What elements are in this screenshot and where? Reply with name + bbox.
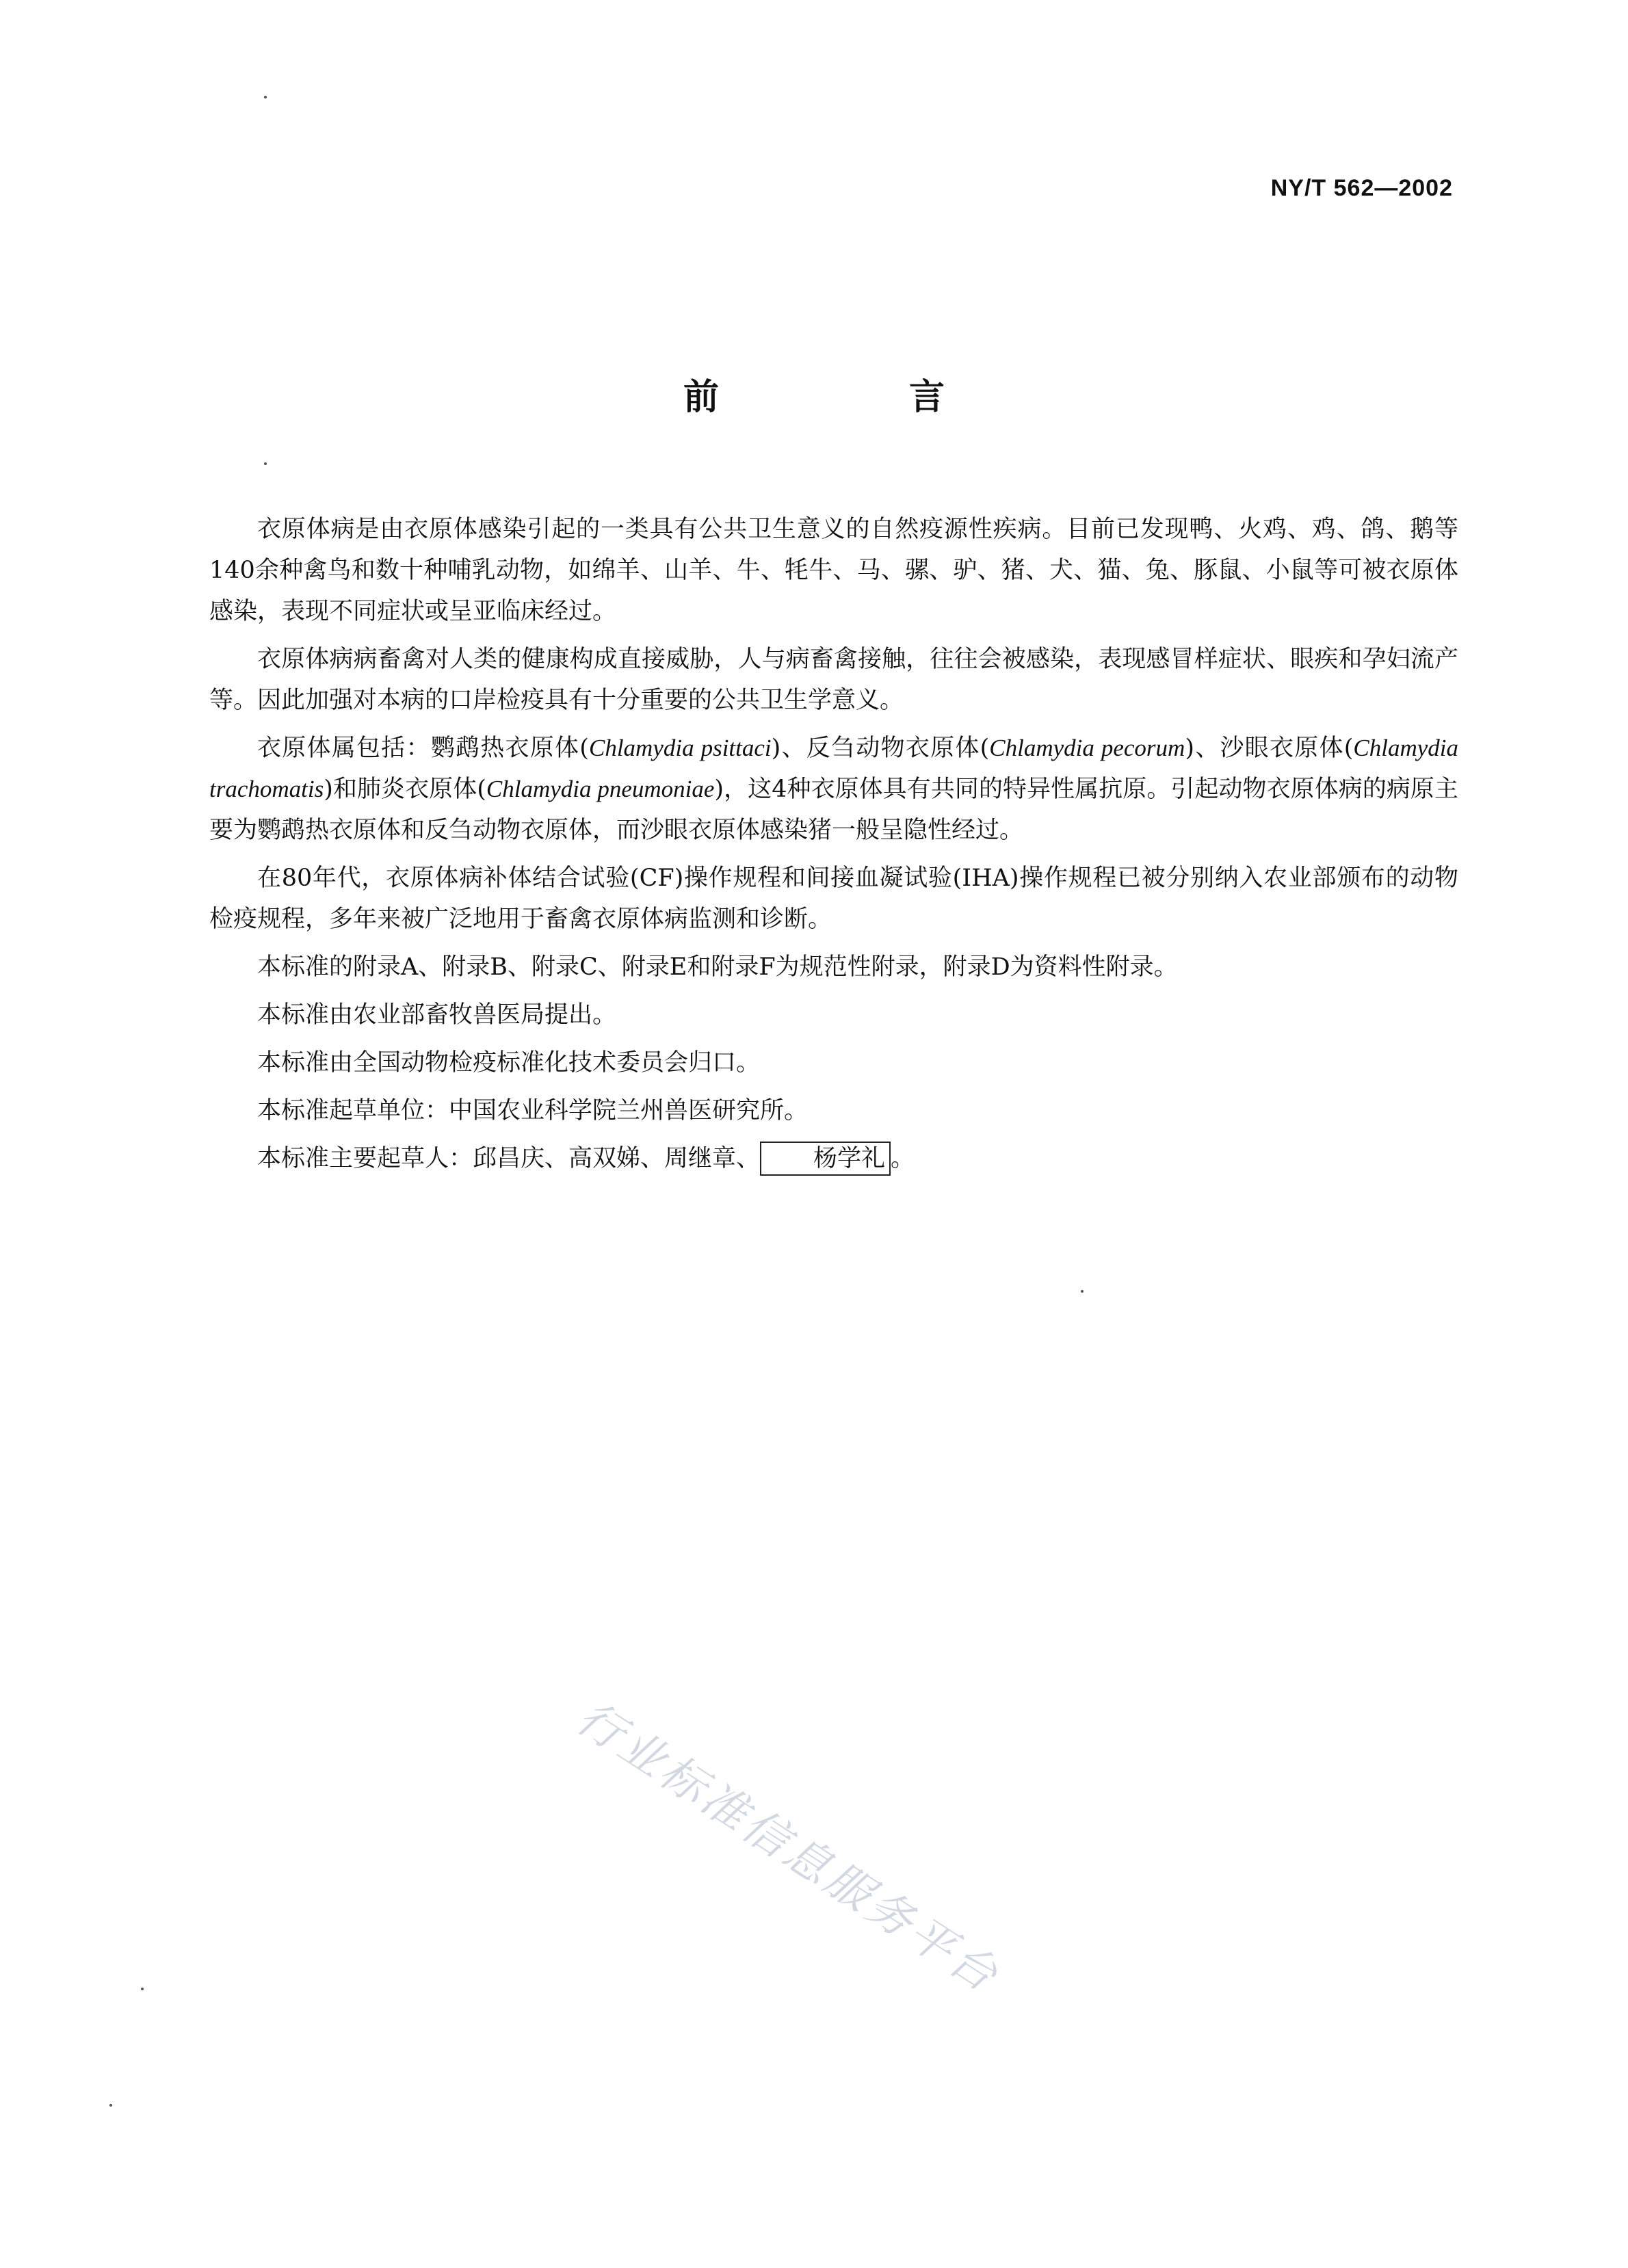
species-name-trachomatis: Chlamydia trachomatis xyxy=(209,735,1459,802)
scan-speck xyxy=(264,96,267,98)
drafters-suffix: 。 xyxy=(891,1145,915,1172)
paragraph-proposer: 本标准由农业部畜牧兽医局提出。 xyxy=(257,1001,617,1029)
species-text-5: )，这4种衣原体具有共同的特异性属抗原。引起动物衣原体病的病原主要为鹦鹉热衣原体和反刍动物衣原体，而沙眼衣原体感染猪一般呈隐性经过。 xyxy=(209,776,1458,844)
species-name-pecorum: Chlamydia pecorum xyxy=(989,735,1185,761)
foreword-body xyxy=(209,509,1458,1186)
species-name-psittaci: Chlamydia psittaci xyxy=(588,735,772,761)
scan-speck xyxy=(109,2104,112,2107)
drafters-prefix: 本标准主要起草人：邱昌庆、高双娣、周继章、 xyxy=(257,1145,761,1172)
paragraph-threat: 衣原体病病畜禽对人类的健康构成直接威胁，人与病畜禽接触，往往会被感染，表现感冒样症状、眼疾和孕妇流产等。因此加强对本病的口岸检疫具有十分重要的公共卫生学意义。 xyxy=(209,646,1458,714)
scan-speck xyxy=(1081,1290,1084,1293)
paragraph-drafting-unit: 本标准起草单位：中国农业科学院兰州兽医研究所。 xyxy=(257,1097,809,1124)
species-text-4: )和肺炎衣原体( xyxy=(324,776,486,803)
watermark: 行业标准信息服务平台 xyxy=(567,1691,1010,2004)
page-title: 前 言 xyxy=(683,377,1034,418)
species-text-2: )、反刍动物衣原体( xyxy=(771,735,990,762)
species-text-3: )、沙眼衣原体( xyxy=(1185,735,1354,762)
paragraph-annexes: 本标准的附录A、附录B、附录C、附录E和附录F为规范性附录，附录D为资料性附录。 xyxy=(257,953,1178,981)
species-name-pneumoniae: Chlamydia pneumoniae xyxy=(486,776,715,802)
paragraph-committee: 本标准由全国动物检疫标准化技术委员会归口。 xyxy=(257,1049,761,1077)
species-text-1: 衣原体属包括：鹦鹉热衣原体( xyxy=(257,735,589,762)
paragraph-background: 衣原体病是由衣原体感染引起的一类具有公共卫生意义的自然疫源性疾病。目前已发现鸭、火鸡、鸡、鸽、鹅等140余种禽鸟和数十种哺乳动物，如绵羊、山羊、牛、牦牛、马、骡、驴、猪、犬、猫、兔、豚鼠、小鼠等可被衣原体感染，表现不同症状或呈亚临床经过。 xyxy=(209,516,1458,625)
scan-speck xyxy=(264,462,267,465)
scan-speck xyxy=(141,1988,144,1990)
boxed-drafter-name: 杨学礼 xyxy=(760,1142,891,1176)
paragraph-species xyxy=(209,728,1458,851)
standard-number: NY/T 562—2002 xyxy=(1270,175,1453,201)
paragraph-drafters xyxy=(209,1138,1458,1179)
paragraph-history: 在80年代，衣原体病补体结合试验(CF)操作规程和间接血凝试验(IHA)操作规程已被分别纳入农业部颁布的动物检疫规程，多年来被广泛地用于畜禽衣原体病监测和诊断。 xyxy=(209,865,1458,933)
